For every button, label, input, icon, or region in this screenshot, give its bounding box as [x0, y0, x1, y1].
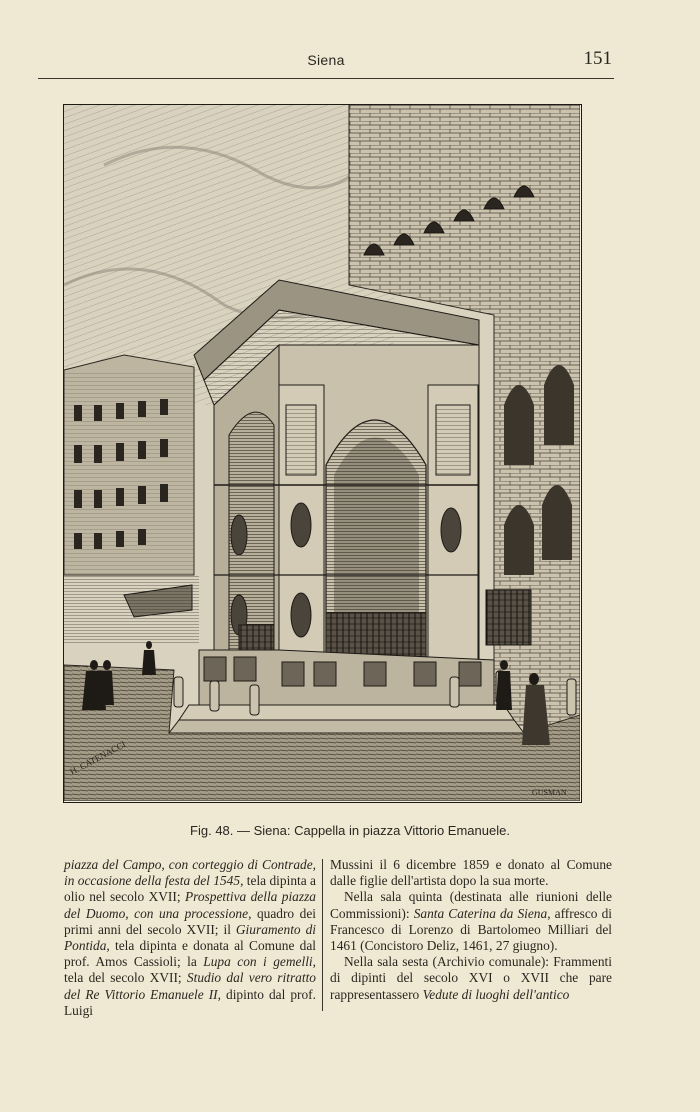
running-head: Siena: [307, 52, 345, 68]
italic-title-run: Vedute di luoghi dell'antico: [422, 986, 570, 1002]
engraving-figure: [63, 104, 582, 803]
page-number: 151: [583, 48, 612, 69]
italic-title-run: Giuramento di Pontida: [64, 921, 316, 954]
paragraph-right-2: [330, 889, 612, 954]
italic-title-run: Studio dal vero ritratto del Re Vittorio Emanuele II: [64, 970, 316, 1002]
text-run: Nella sala quinta (destinata alle riunioni delle Commissioni):: [330, 889, 612, 921]
column-divider: [322, 859, 323, 1011]
text-run: Nella sala sesta (Archivio comunale): Frammenti di dipinti del secolo XVI o XVII che pare rappresentassero: [330, 954, 612, 1002]
page-header: [38, 48, 614, 79]
paragraph-right-3: [330, 954, 612, 1003]
paragraph-right-1: [330, 857, 612, 889]
italic-title-run: Lupa con i gemelli: [203, 954, 313, 970]
text-run: , quadro dei primi anni del secolo XVII; il: [64, 905, 316, 937]
italic-title-run: Santa Caterina da Siena: [413, 905, 548, 921]
italic-title-run: piazza del Campo, con corteggio di Contrade, in occasione della festa del 1545: [64, 857, 316, 889]
svg-text:GUSMAN: GUSMAN: [532, 788, 567, 797]
text-run: , tela dipinta a olio nel secolo XVII;: [64, 873, 317, 905]
text-run: , dipinto dal prof. Luigi: [64, 986, 316, 1018]
text-column-left: [64, 857, 316, 1019]
svg-text:H. CATENACCI: H. CATENACCI: [68, 739, 128, 777]
text-column-right: [330, 857, 612, 1003]
text-run: Mussini il 6 dicembre 1859 e donato al Comune dalle figlie dell'artista dopo la sua morte.: [330, 857, 612, 889]
engraving-illustration: [64, 105, 580, 801]
figure-caption: Fig. 48. — Siena: Cappella in piazza Vittorio Emanuele.: [190, 823, 510, 838]
text-run: , affresco di Francesco di Lorenzo di Bartolomeo Milliari del 1461 (Concistoro Deliz, 1461, 27 giugno).: [330, 905, 612, 954]
italic-title-run: Prospettiva della piazza del Duomo, con una processione: [64, 889, 316, 921]
paragraph-left: [64, 857, 316, 1019]
text-run: , tela dipinta e donata al Comune dal prof. Amos Cassioli; la: [64, 938, 316, 970]
text-run: , tela del secolo XVII;: [64, 954, 317, 986]
